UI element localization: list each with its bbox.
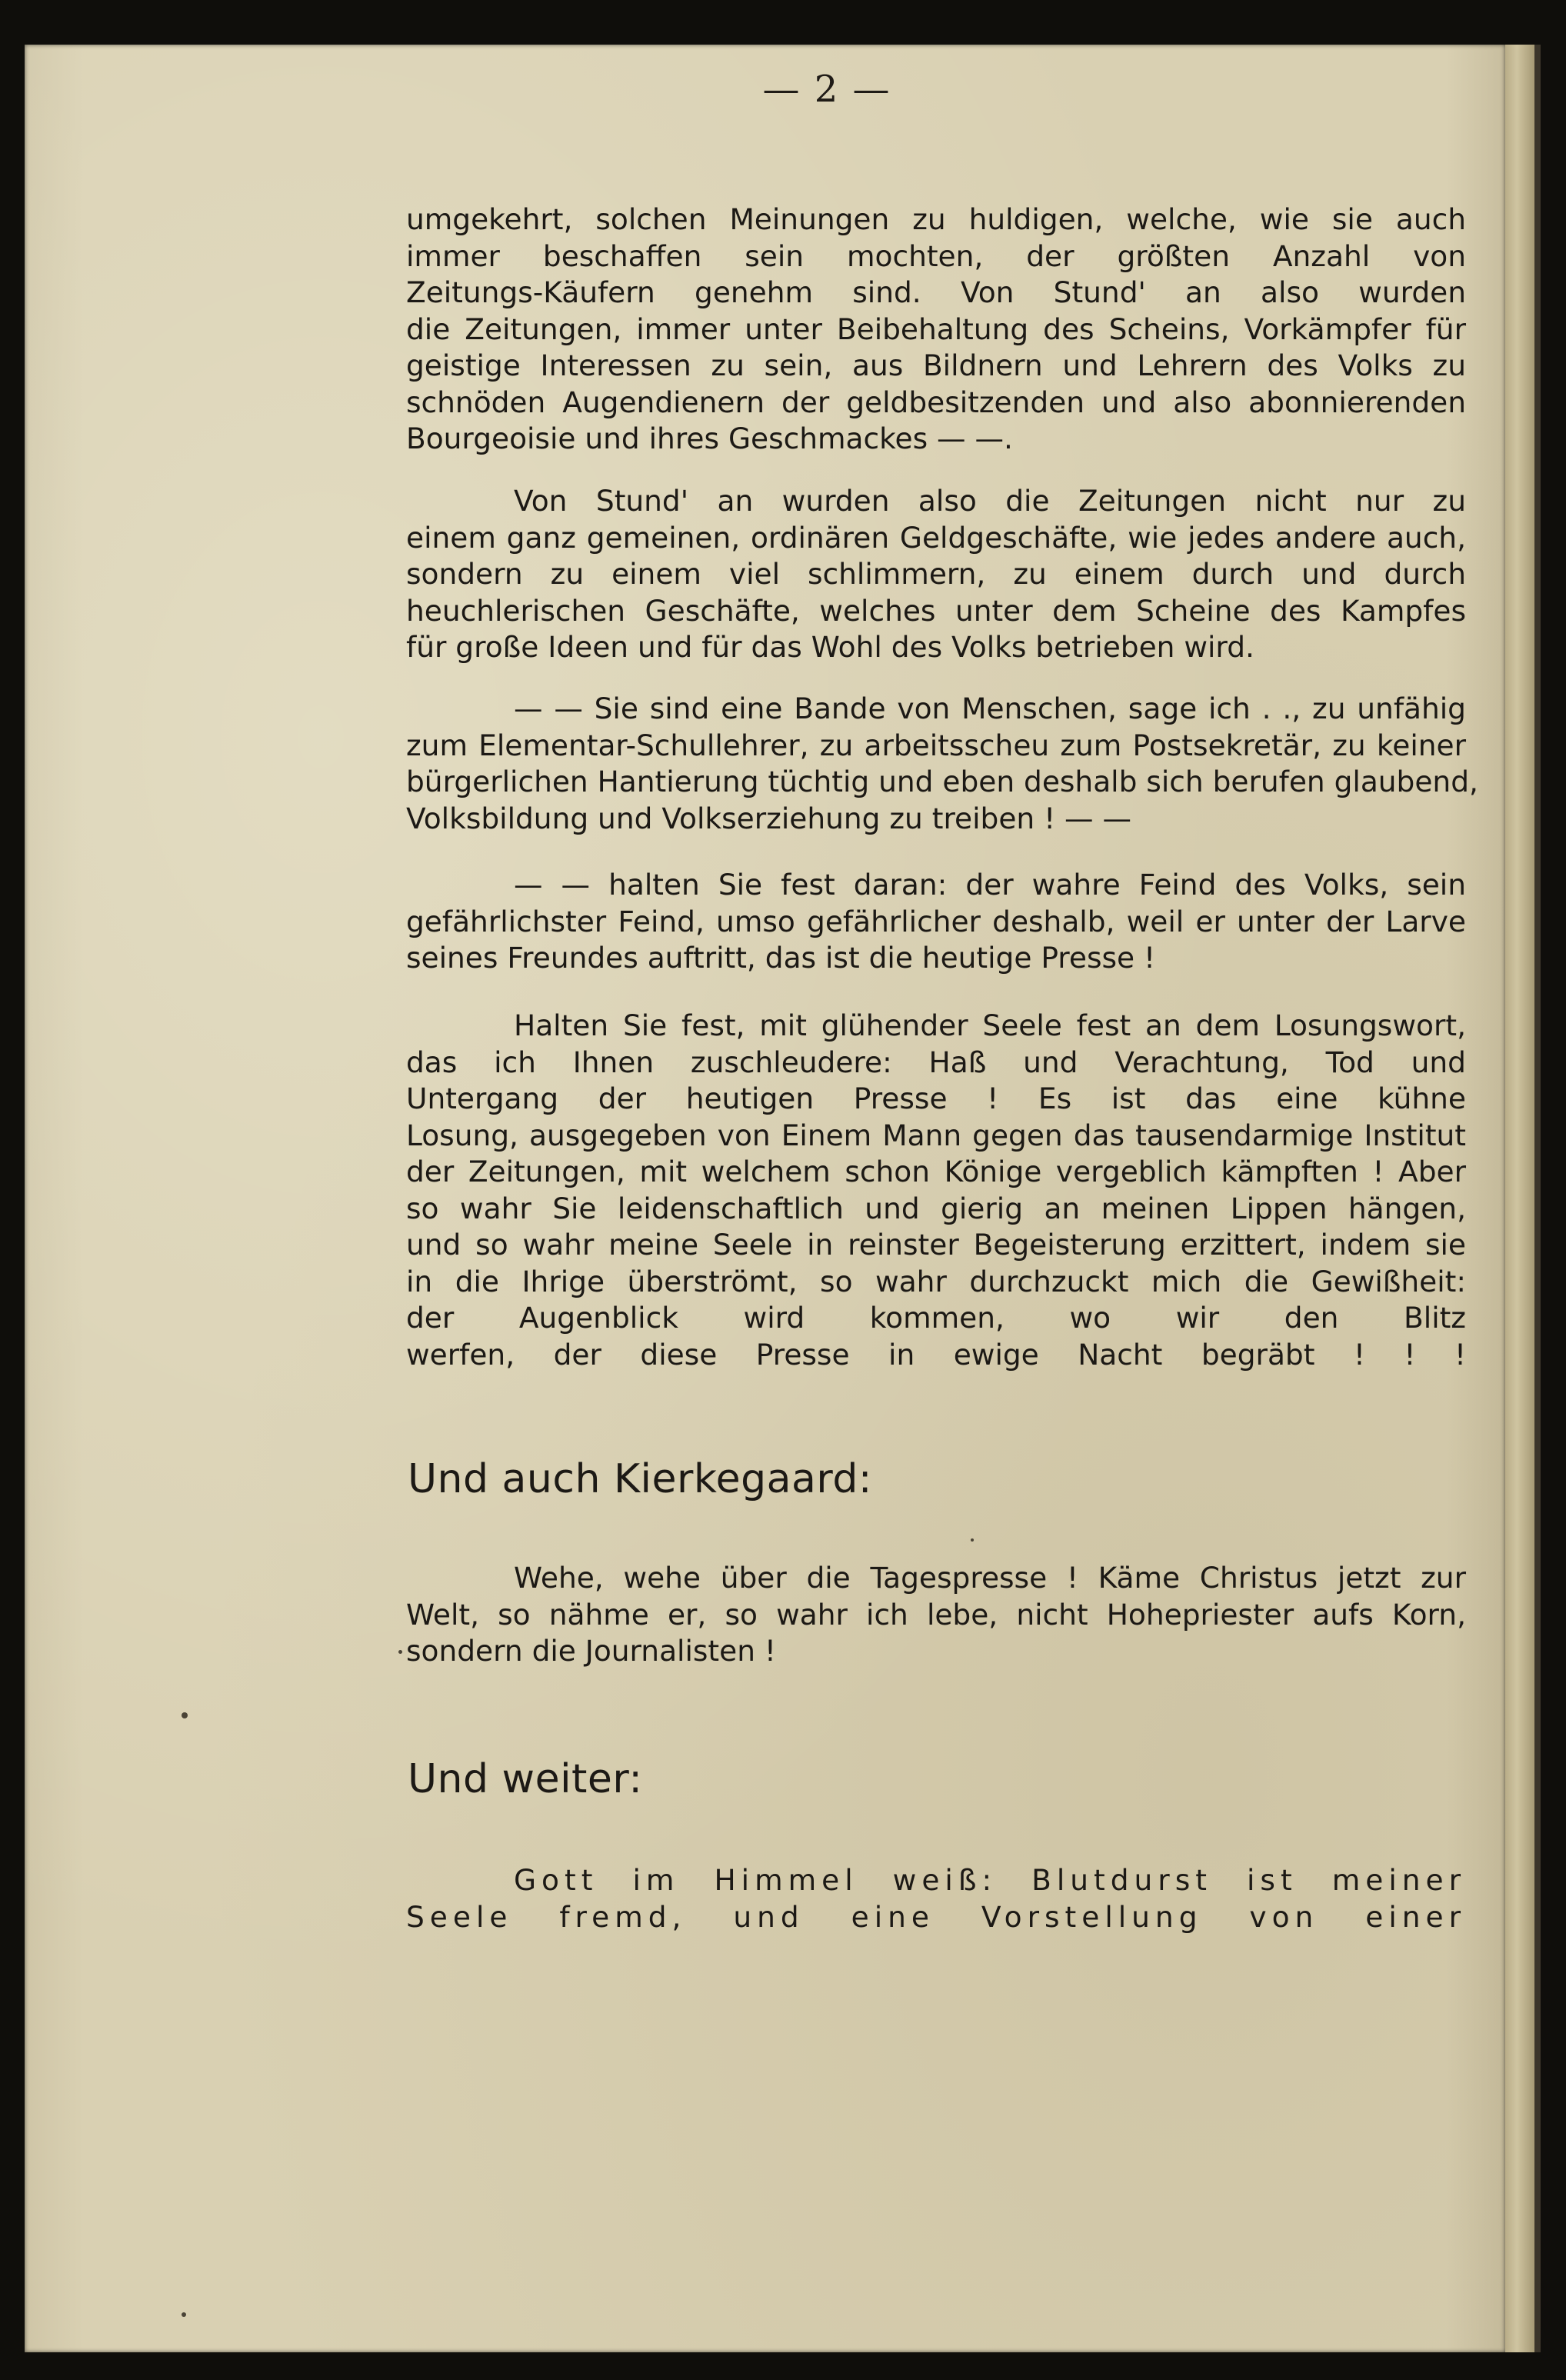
- section-heading-weiter: Und weiter:: [408, 1756, 643, 1802]
- page-edge-shadow: [1534, 45, 1541, 2352]
- text-line: der Zeitungen, mit welchem schon Könige vergeblich kämpften ! Aber: [406, 1155, 1466, 1188]
- text-line: Wehe, wehe über die Tagespresse ! Käme Christus jetzt zur: [514, 1561, 1466, 1595]
- text-line: Bourgeoisie und ihres Geschmackes — —.: [406, 422, 1013, 455]
- text-line: und so wahr meine Seele in reinster Begeisterung erzittert, indem sie: [406, 1228, 1466, 1262]
- text-line: — — halten Sie fest daran: der wahre Feind des Volks, sein: [514, 868, 1466, 902]
- text-line: sondern zu einem viel schlimmern, zu einem durch und durch: [406, 557, 1466, 591]
- text-line: Seele fremd, und eine Vorstellung von einer: [406, 1899, 1466, 1934]
- text-line: Zeitungs-Käufern genehm sind. Von Stund' an also wurden: [406, 275, 1466, 309]
- text-line: einem ganz gemeinen, ordinären Geldgeschäfte, wie jedes andere auch,: [406, 520, 1466, 555]
- text-line: Volksbildung und Volkserziehung zu treiben ! — —: [406, 801, 1131, 835]
- text-line: Von Stund' an wurden also die Zeitungen nicht nur zu: [514, 484, 1466, 518]
- text-line: immer beschaffen sein mochten, der größten Anzahl von: [406, 238, 1466, 273]
- text-line: gefährlichster Feind, umso gefährlicher deshalb, weil er unter der Larve: [406, 904, 1466, 938]
- page-number: — 2 —: [762, 68, 891, 111]
- text-line: in die Ihrige überströmt, so wahr durchzuckt mich die Gewißheit:: [406, 1264, 1466, 1298]
- paragraph-4: [406, 867, 1466, 977]
- text-line: für große Ideen und für das Wohl des Volks betrieben wird.: [406, 630, 1254, 664]
- paragraph-3: [406, 691, 1478, 837]
- section-heading-kierkegaard: Und auch Kierkegaard:: [408, 1456, 872, 1502]
- paper-speck: [398, 1650, 402, 1654]
- text-line: geistige Interessen zu sein, aus Bildnern und Lehrern des Volks zu: [406, 348, 1466, 382]
- paragraph-2: [406, 483, 1466, 666]
- text-line: schnöden Augendienern der geldbesitzenden und also abonnierenden: [406, 385, 1466, 419]
- paragraph-5: [406, 1008, 1466, 1373]
- text-line: Losung, ausgegeben von Einem Mann gegen das tausendarmige Institut: [406, 1118, 1466, 1152]
- text-line: so wahr Sie leidenschaftlich und gierig an meinen Lippen hängen,: [406, 1191, 1466, 1225]
- text-line: der Augenblick wird kommen, wo wir den Blitz: [406, 1301, 1466, 1335]
- text-line: seines Freundes auftritt, das ist die heutige Presse !: [406, 941, 1156, 975]
- text-line: Gott im Himmel weiß: Blutdurst ist meiner: [514, 1863, 1466, 1897]
- text-line: zum Elementar-Schullehrer, zu arbeitsscheu zum Postsekretär, zu keiner: [406, 728, 1466, 762]
- text-line: — — Sie sind eine Bande von Menschen, sage ich . ., zu unfähig: [514, 692, 1466, 725]
- paper-speck: [182, 2312, 186, 2317]
- text-line: umgekehrt, solchen Meinungen zu huldigen, welche, wie sie auch: [406, 202, 1466, 236]
- paragraph-7: [406, 1862, 1466, 1935]
- text-line: die Zeitungen, immer unter Beibehaltung des Scheins, Vorkämpfer für: [406, 312, 1466, 346]
- paper-speck: [971, 1538, 974, 1542]
- text-line: Untergang der heutigen Presse ! Es ist das eine kühne: [406, 1082, 1466, 1115]
- text-line: bürgerlichen Hantierung tüchtig und eben deshalb sich berufen glaubend,: [406, 765, 1478, 798]
- page-edge: [1505, 45, 1534, 2352]
- text-line: das ich Ihnen zuschleudere: Haß und Verachtung, Tod und: [406, 1045, 1466, 1079]
- paper-speck: [182, 1712, 188, 1718]
- paragraph-6: [406, 1560, 1466, 1670]
- paragraph-1: [406, 202, 1466, 458]
- text-line: sondern die Journalisten !: [406, 1634, 776, 1668]
- text-line: Halten Sie fest, mit glühender Seele fest an dem Losungswort,: [514, 1008, 1466, 1042]
- text-line: Welt, so nähme er, so wahr ich lebe, nicht Hohepriester aufs Korn,: [406, 1597, 1466, 1632]
- text-line: heuchlerischen Geschäfte, welches unter dem Scheine des Kampfes: [406, 593, 1466, 628]
- text-line: werfen, der diese Presse in ewige Nacht begräbt ! ! !: [406, 1337, 1466, 1372]
